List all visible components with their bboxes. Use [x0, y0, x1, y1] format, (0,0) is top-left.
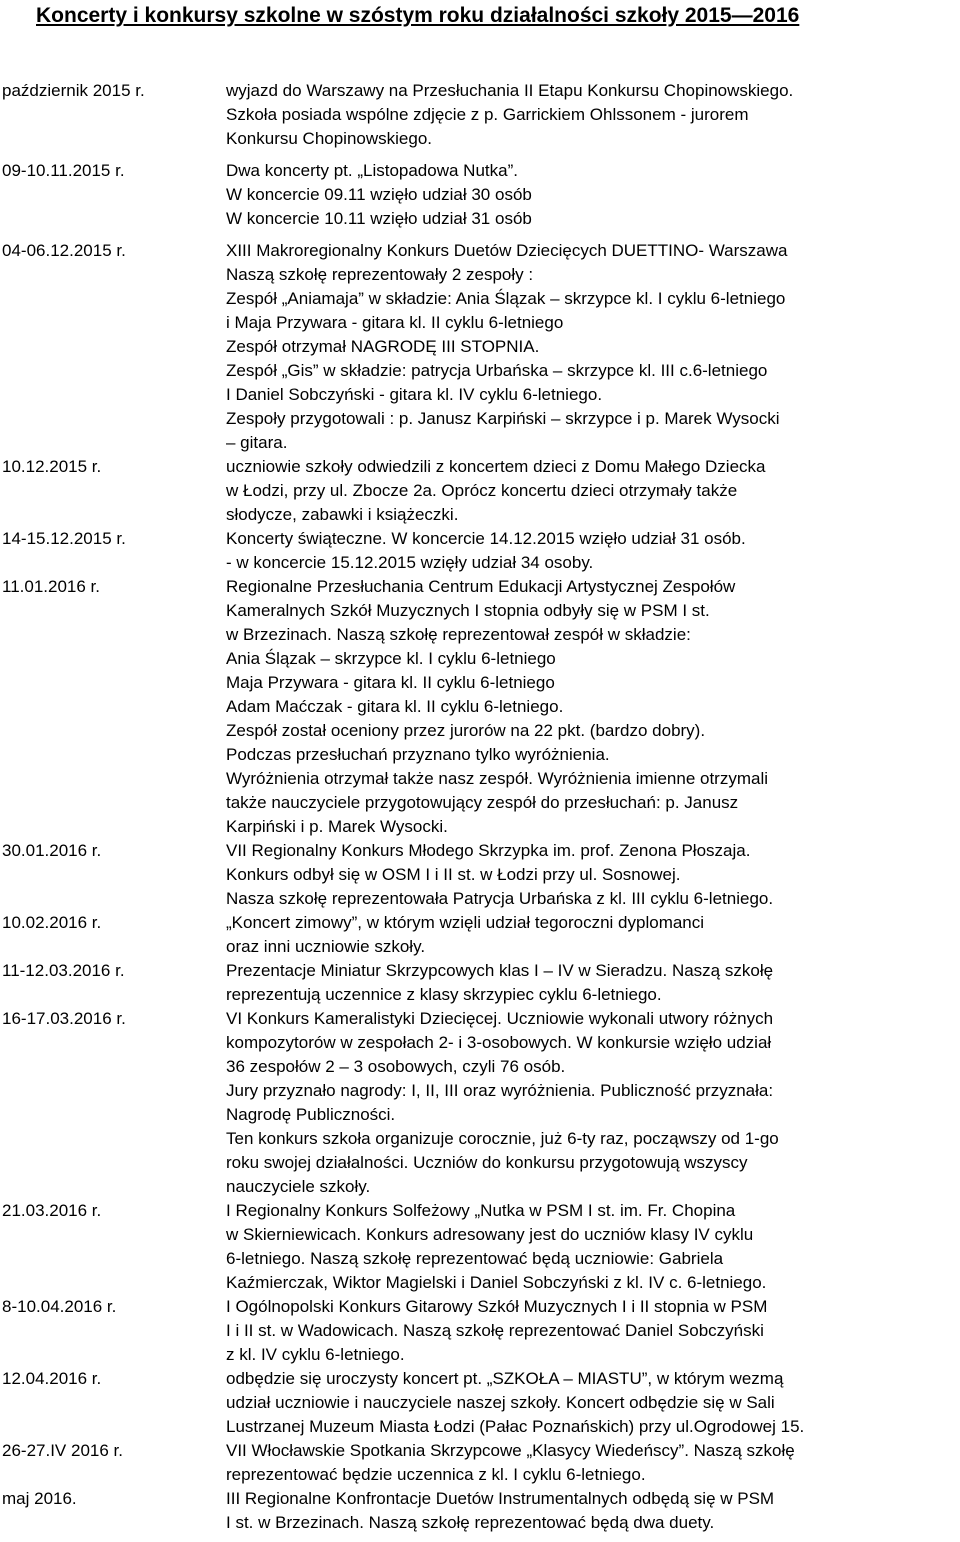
- event-entry: [0, 527, 960, 575]
- event-description-line: oraz inni uczniowie szkoły.: [226, 937, 426, 956]
- event-description: [226, 839, 960, 911]
- event-entry: [0, 239, 960, 455]
- event-description-line: udział uczniowie i nauczyciele naszej szkoły. Koncert odbędzie się w Sali: [226, 1393, 775, 1412]
- event-date: 10.12.2015 r.: [2, 457, 102, 476]
- event-description-line: uczniowie szkoły odwiedzili z koncertem dzieci z Domu Małego Dziecka: [226, 457, 766, 476]
- event-description-line: W koncercie 09.11 wzięło udział 30 osób: [226, 185, 532, 204]
- event-description-line: roku swojej działalności. Uczniów do konkursu przygotowują wszyscy: [226, 1153, 748, 1172]
- event-entry: [0, 959, 960, 1007]
- event-date: 04-06.12.2015 r.: [2, 241, 126, 260]
- event-description-line: Lustrzanej Muzeum Miasta Łodzi (Pałac Poznańskich) przy ul.Ogrodowej 15.: [226, 1417, 805, 1436]
- event-date: maj 2016.: [2, 1489, 77, 1508]
- event-description-line: VII Włocławskie Spotkania Skrzypcowe „Klasycy Wiedeńscy”. Naszą szkołę: [226, 1441, 795, 1460]
- event-description-line: III Regionalne Konfrontacje Duetów Instrumentalnych odbędą się w PSM: [226, 1489, 775, 1508]
- event-entry: [0, 1367, 960, 1439]
- event-entry: [0, 1007, 960, 1199]
- page-title: Koncerty i konkursy szkolne w szóstym roku działalności szkoły 2015—2016: [36, 4, 800, 27]
- event-date: 14-15.12.2015 r.: [2, 529, 126, 548]
- event-entry: [0, 911, 960, 959]
- event-description-line: Szkoła posiada wspólne zdjęcie z p. Garrickiem Ohlssonem - jurorem: [226, 105, 749, 124]
- event-description-line: Zespół otrzymał NAGRODĘ III STOPNIA.: [226, 337, 540, 356]
- event-description-line: W koncercie 10.11 wzięło udział 31 osób: [226, 209, 532, 228]
- event-description-line: Ania Ślązak – skrzypce kl. I cyklu 6-letniego: [226, 649, 556, 668]
- event-description: [226, 159, 960, 231]
- event-description-line: także nauczyciele przygotowujący zespół do przesłuchań: p. Janusz: [226, 793, 739, 812]
- event-entry: [0, 1199, 960, 1295]
- event-list: [0, 79, 960, 1535]
- event-description-line: reprezentować będzie uczennica z kl. I cyklu 6-letniego.: [226, 1465, 646, 1484]
- event-description-line: Podczas przesłuchań przyznano tylko wyróżnienia.: [226, 745, 610, 764]
- event-entry: [0, 1487, 960, 1535]
- event-description: [226, 911, 960, 959]
- event-description-line: I Regionalny Konkurs Solfeżowy „Nutka w PSM I st. im. Fr. Chopina: [226, 1201, 736, 1220]
- event-description: [226, 1199, 960, 1295]
- event-description: [226, 1367, 960, 1439]
- event-entry: [0, 839, 960, 911]
- event-entry: [0, 575, 960, 839]
- event-description: [226, 575, 960, 839]
- event-entry: [0, 1439, 960, 1487]
- event-description-line: Zespół „Gis” w składzie: patrycja Urbańska – skrzypce kl. III c.6-letniego: [226, 361, 768, 380]
- event-description-line: - w koncercie 15.12.2015 wzięły udział 34 osoby.: [226, 553, 594, 572]
- event-description-line: odbędzie się uroczysty koncert pt. „SZKOŁA – MIASTU”, w którym wezmą: [226, 1369, 784, 1388]
- event-date: 26-27.IV 2016 r.: [2, 1441, 123, 1460]
- event-description-line: Zespół „Aniamaja” w składzie: Ania Ślązak – skrzypce kl. I cyklu 6-letniego: [226, 289, 786, 308]
- event-date: 10.02.2016 r.: [2, 913, 102, 932]
- event-description-line: Dwa koncerty pt. „Listopadowa Nutka”.: [226, 161, 518, 180]
- event-date: 11-12.03.2016 r.: [2, 961, 125, 980]
- event-description-line: Nasza szkołę reprezentowała Patrycja Urbańska z kl. III cyklu 6-letniego.: [226, 889, 774, 908]
- event-description-line: „Koncert zimowy”, w którym wzięli udział tegoroczni dyplomanci: [226, 913, 705, 932]
- event-entry: [0, 455, 960, 527]
- event-description-line: w Skierniewicach. Konkurs adresowany jest do uczniów klasy IV cyklu: [226, 1225, 754, 1244]
- event-description-line: Ten konkurs szkoła organizuje corocznie, już 6-ty raz, począwszy od 1-go: [226, 1129, 779, 1148]
- event-description-line: kompozytorów w zespołach 2- i 3-osobowych. W konkursie wzięło udział: [226, 1033, 772, 1052]
- event-entry: [0, 1295, 960, 1367]
- event-description: [226, 79, 960, 151]
- event-description-line: Koncerty świąteczne. W koncercie 14.12.2015 wzięło udział 31 osób.: [226, 529, 746, 548]
- event-description-line: I Ogólnopolski Konkurs Gitarowy Szkół Muzycznych I i II stopnia w PSM: [226, 1297, 768, 1316]
- event-description-line: z kl. IV cyklu 6-letniego.: [226, 1345, 405, 1364]
- event-description-line: VII Regionalny Konkurs Młodego Skrzypka im. prof. Zenona Płoszaja.: [226, 841, 751, 860]
- event-description: [226, 455, 960, 527]
- event-date: październik 2015 r.: [2, 81, 145, 100]
- event-description-line: słodycze, zabawki i książeczki.: [226, 505, 459, 524]
- event-description-line: Jury przyznało nagrody: I, II, III oraz wyróżnienia. Publiczność przyznała:: [226, 1081, 774, 1100]
- event-description-line: Kameralnych Szkół Muzycznych I stopnia odbyły się w PSM I st.: [226, 601, 710, 620]
- event-description-line: Kaźmierczak, Wiktor Magielski i Daniel Sobczyński z kl. IV c. 6-letniego.: [226, 1273, 767, 1292]
- event-description-line: Karpiński i p. Marek Wysocki.: [226, 817, 448, 836]
- event-description: [226, 959, 960, 1007]
- event-description: [226, 1295, 960, 1367]
- event-date: 11.01.2016 r.: [2, 577, 100, 596]
- event-description-line: Regionalne Przesłuchania Centrum Edukacji Artystycznej Zespołów: [226, 577, 736, 596]
- event-description-line: Zespoły przygotowali : p. Janusz Karpiński – skrzypce i p. Marek Wysocki: [226, 409, 780, 428]
- event-description-line: Maja Przywara - gitara kl. II cyklu 6-letniego: [226, 673, 555, 692]
- event-description-line: reprezentują uczennice z klasy skrzypiec cyklu 6-letniego.: [226, 985, 662, 1004]
- event-date: 09-10.11.2015 r.: [2, 161, 125, 180]
- event-description-line: I Daniel Sobczyński - gitara kl. IV cyklu 6-letniego.: [226, 385, 603, 404]
- event-date: 16-17.03.2016 r.: [2, 1009, 126, 1028]
- event-description-line: VI Konkurs Kameralistyki Dziecięcej. Uczniowie wykonali utwory różnych: [226, 1009, 774, 1028]
- event-description-line: Naszą szkołę reprezentowały 2 zespoły :: [226, 265, 534, 284]
- event-date: 30.01.2016 r.: [2, 841, 102, 860]
- event-description-line: 6-letniego. Naszą szkołę reprezentować będą uczniowie: Gabriela: [226, 1249, 724, 1268]
- event-description-line: w Brzezinach. Naszą szkołę reprezentował zespół w składzie:: [226, 625, 691, 644]
- event-date: 21.03.2016 r.: [2, 1201, 102, 1220]
- event-description: [226, 1439, 960, 1487]
- event-description-line: Prezentacje Miniatur Skrzypcowych klas I – IV w Sieradzu. Naszą szkołę: [226, 961, 774, 980]
- event-description: [226, 239, 960, 455]
- event-description: [226, 527, 960, 575]
- event-description-line: Zespół został oceniony przez jurorów na 22 pkt. (bardzo dobry).: [226, 721, 706, 740]
- event-description-line: I i II st. w Wadowicach. Naszą szkołę reprezentować Daniel Sobczyński: [226, 1321, 764, 1340]
- event-description-line: Konkursu Chopinowskiego.: [226, 129, 433, 148]
- event-description-line: wyjazd do Warszawy na Przesłuchania II Etapu Konkursu Chopinowskiego.: [226, 81, 794, 100]
- event-description-line: Wyróżnienia otrzymał także nasz zespół. Wyróżnienia imienne otrzymali: [226, 769, 769, 788]
- event-description-line: nauczyciele szkoły.: [226, 1177, 371, 1196]
- event-description-line: 36 zespołów 2 – 3 osobowych, czyli 76 osób.: [226, 1057, 566, 1076]
- event-description-line: Adam Maćczak - gitara kl. II cyklu 6-letniego.: [226, 697, 564, 716]
- event-description-line: Konkurs odbył się w OSM I i II st. w Łodzi przy ul. Sosnowej.: [226, 865, 681, 884]
- event-description-line: Nagrodę Publiczności.: [226, 1105, 396, 1124]
- event-description-line: I st. w Brzezinach. Naszą szkołę reprezentować będą dwa duety.: [226, 1513, 715, 1532]
- event-entry: [0, 159, 960, 231]
- event-description-line: XIII Makroregionalny Konkurs Duetów Dziecięcych DUETTINO- Warszawa: [226, 241, 788, 260]
- event-description-line: i Maja Przywara - gitara kl. II cyklu 6-letniego: [226, 313, 564, 332]
- event-description-line: w Łodzi, przy ul. Zbocze 2a. Oprócz koncertu dzieci otrzymały także: [226, 481, 738, 500]
- event-description: [226, 1007, 960, 1199]
- event-date: 12.04.2016 r.: [2, 1369, 102, 1388]
- event-date: 8-10.04.2016 r.: [2, 1297, 117, 1316]
- event-entry: [0, 79, 960, 151]
- event-description-line: – gitara.: [226, 433, 288, 452]
- event-description: [226, 1487, 960, 1535]
